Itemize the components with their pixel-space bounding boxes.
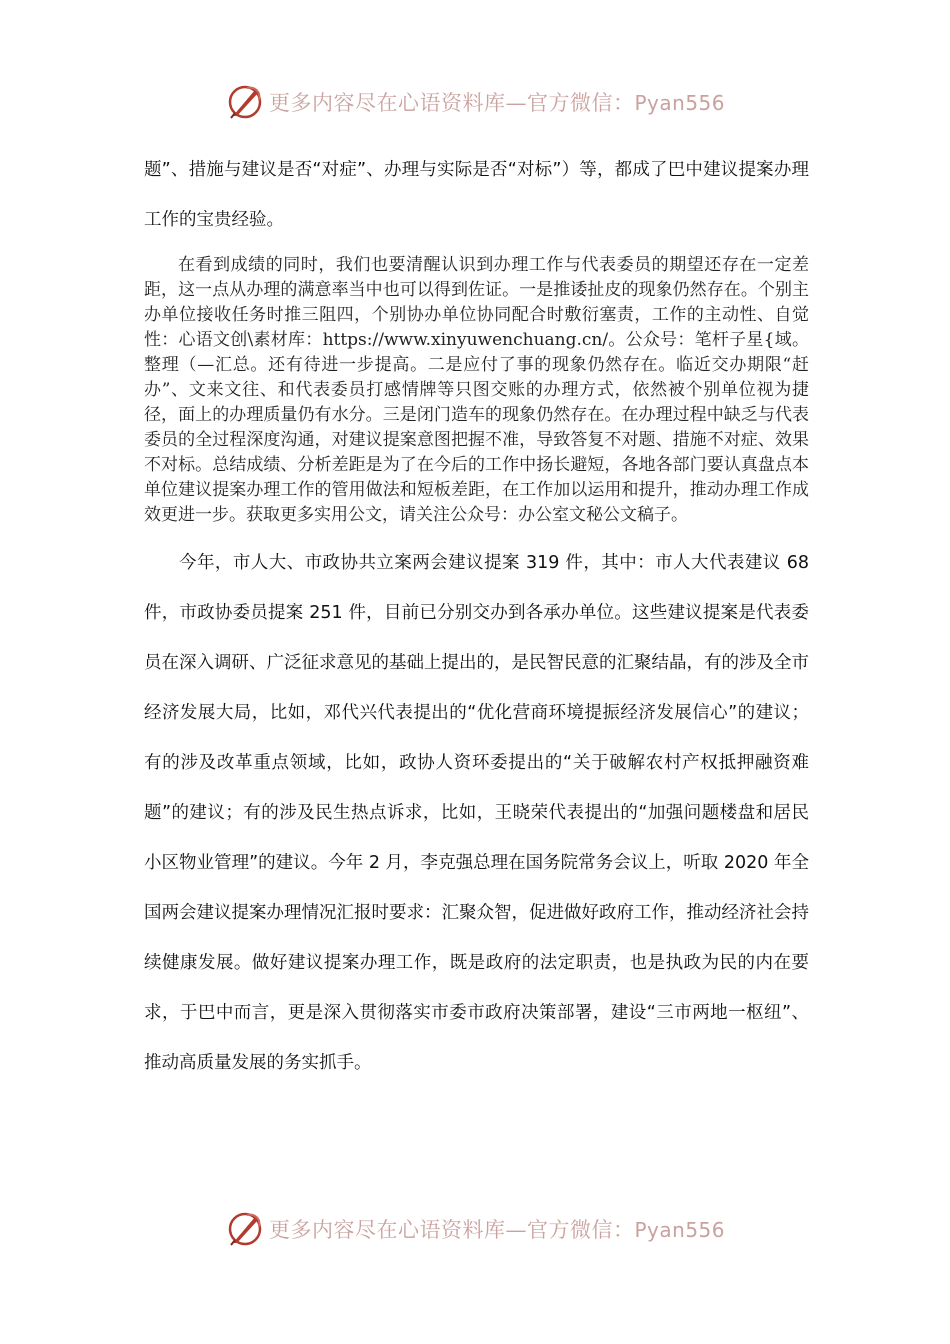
quill-logo-icon — [225, 1209, 265, 1249]
footer-watermark-banner — [0, 1207, 950, 1251]
document-body — [144, 145, 809, 1088]
paragraph-gap-analysis: 在看到成绩的同时，我们也要清醒认识到办理工作与代表委员的期望还存在一定差距，这一点从办理的满意率当中也可以得到佐证。一是推诿扯皮的现象仍然存在。个别主办单位接收任务时推三阻四，个别协办单位协同配合时敷衍塞责，工作的主动性、自觉性：心语文创\素材库：https://www.xinyuwenchuang.cn/。公众号：笔杆子星{域。整理（—汇总。还有待进一步提高。二是应付了事的现象仍然存在。临近交办期限“赶办”、文来文往、和代表委员打感情牌等只图交账的办理方式，依然被个别单位视为捷径，面上的办理质量仍有水分。三是闭门造车的现象仍然存在。在办理过程中缺乏与代表委员的全过程深度沟通，对建议提案意图把握不准，导致答复不对题、措施不对症、效果不对标。总结成绩、分析差距是为了在今后的工作中扬长避短，各地各部门要认真盘点本单位建议提案办理工作的管用做法和短板差距，在工作加以运用和提升，推动办理工作成效更进一步。获取更多实用公文，请关注公众号：办公室文秘公文稿子。 — [144, 255, 809, 525]
paragraph-continuation: 题”、措施与建议是否“对症”、办理与实际是否“对标”）等，都成了巴中建议提案办理工作的宝贵经验。 — [144, 160, 810, 230]
watermark-text: 更多内容尽在心语资料库—官方微信：Pyan556 — [268, 1218, 725, 1242]
wechat-id: Pyan556 — [634, 1218, 725, 1242]
watermark-text: 更多内容尽在心语资料库—官方微信：Pyan556 — [268, 91, 725, 115]
paragraph-proposals: 今年，市人大、市政协共立案两会建议提案 319 件，其中：市人大代表建议 68 件，市政协委员提案 251 件，目前已分别交办到各承办单位。这些建议提案是代表委员在深入调研、广泛征求意见的基础上提出的，是民智民意的汇聚结晶，有的涉及全市经济发展大局，比如，邓代兴代表提出的“优化营商环境提振经济发展信心”的建议；有的涉及改革重点领域，比如，政协人资环委提出的“关于破解农村产权抵押融资难题”的建议；有的涉及民生热点诉求，比如，王晓荣代表提出的“加强问题楼盘和居民小区物业管理”的建议。今年 2 月，李克强总理在国务院常务会议上，听取 2020 年全国两会建议提案办理情况汇报时要求：汇聚众智，促进做好政府工作，推动经济社会持续健康发展。做好建议提案办理工作，既是政府的法定职责，也是执政为民的内在要求，于巴中而言，更是深入贯彻落实市委市政府决策部署，建设“三市两地一枢纽”、推动高质量发展的务实抓手。 — [144, 553, 809, 1073]
header-watermark-banner — [0, 80, 950, 124]
wechat-id: Pyan556 — [634, 91, 725, 115]
quill-logo-icon — [225, 82, 265, 122]
